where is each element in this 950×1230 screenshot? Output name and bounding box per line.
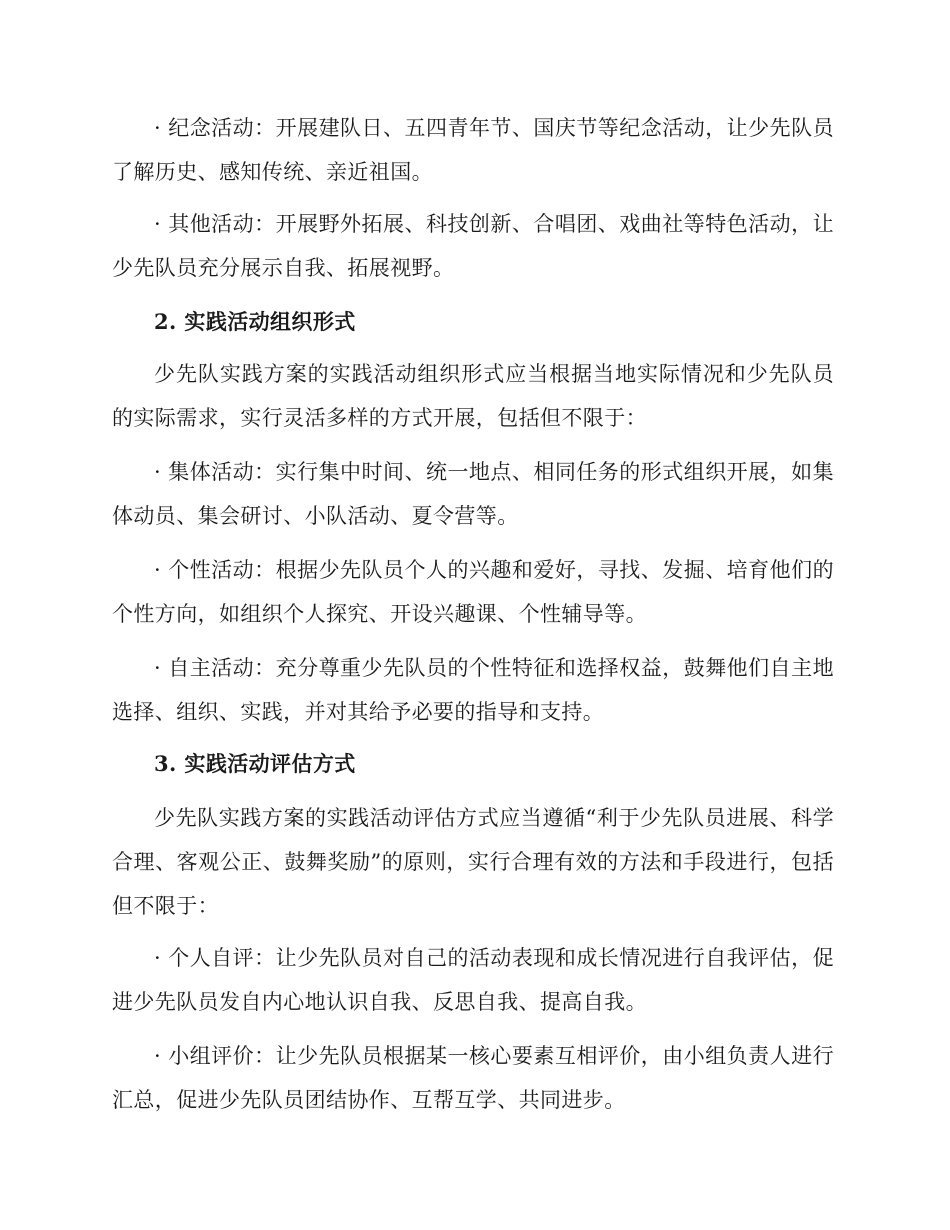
- paragraph-group-evaluation: · 小组评价：让少先队员根据某一核心要素互相评价，由小组负责人进行汇总，促进少先队员团结协作、互帮互学、共同进步。: [112, 1044, 834, 1112]
- section-heading-organization-forms: 2. 实践活动组织形式: [154, 309, 356, 334]
- paragraph-collective-activities: · 集体活动：实行集中时间、统一地点、相同任务的形式组织开展，如集体动员、集会研讨、小队活动、夏令营等。: [112, 460, 834, 528]
- paragraph-organization-intro: 少先队实践方案的实践活动组织形式应当根据当地实际情况和少先队员的实际需求，实行灵活多样的方式开展，包括但不限于：: [112, 362, 834, 430]
- paragraph-evaluation-intro: 少先队实践方案的实践活动评估方式应当遵循“利于少先队员进展、科学合理、客观公正、鼓舞奖励”的原则，实行合理有效的方法和手段进行，包括但不限于：: [112, 806, 834, 918]
- paragraph-other-activities: · 其他活动：开展野外拓展、科技创新、合唱团、戏曲社等特色活动，让少先队员充分展示自我、拓展视野。: [112, 212, 834, 280]
- section-heading-evaluation-methods: 3. 实践活动评估方式: [154, 751, 356, 776]
- paragraph-commemorative-activities: · 纪念活动：开展建队日、五四青年节、国庆节等纪念活动，让少先队员了解历史、感知传统、亲近祖国。: [112, 116, 834, 184]
- paragraph-individual-activities: · 个性活动：根据少先队员个人的兴趣和爱好，寻找、发掘、培育他们的个性方向，如组织个人探究、开设兴趣课、个性辅导等。: [112, 558, 834, 626]
- paragraph-self-evaluation: · 个人自评：让少先队员对自己的活动表现和成长情况进行自我评估，促进少先队员发自内心地认识自我、反思自我、提高自我。: [112, 946, 834, 1014]
- paragraph-autonomous-activities: · 自主活动：充分尊重少先队员的个性特征和选择权益，鼓舞他们自主地选择、组织、实践，并对其给予必要的指导和支持。: [112, 656, 834, 724]
